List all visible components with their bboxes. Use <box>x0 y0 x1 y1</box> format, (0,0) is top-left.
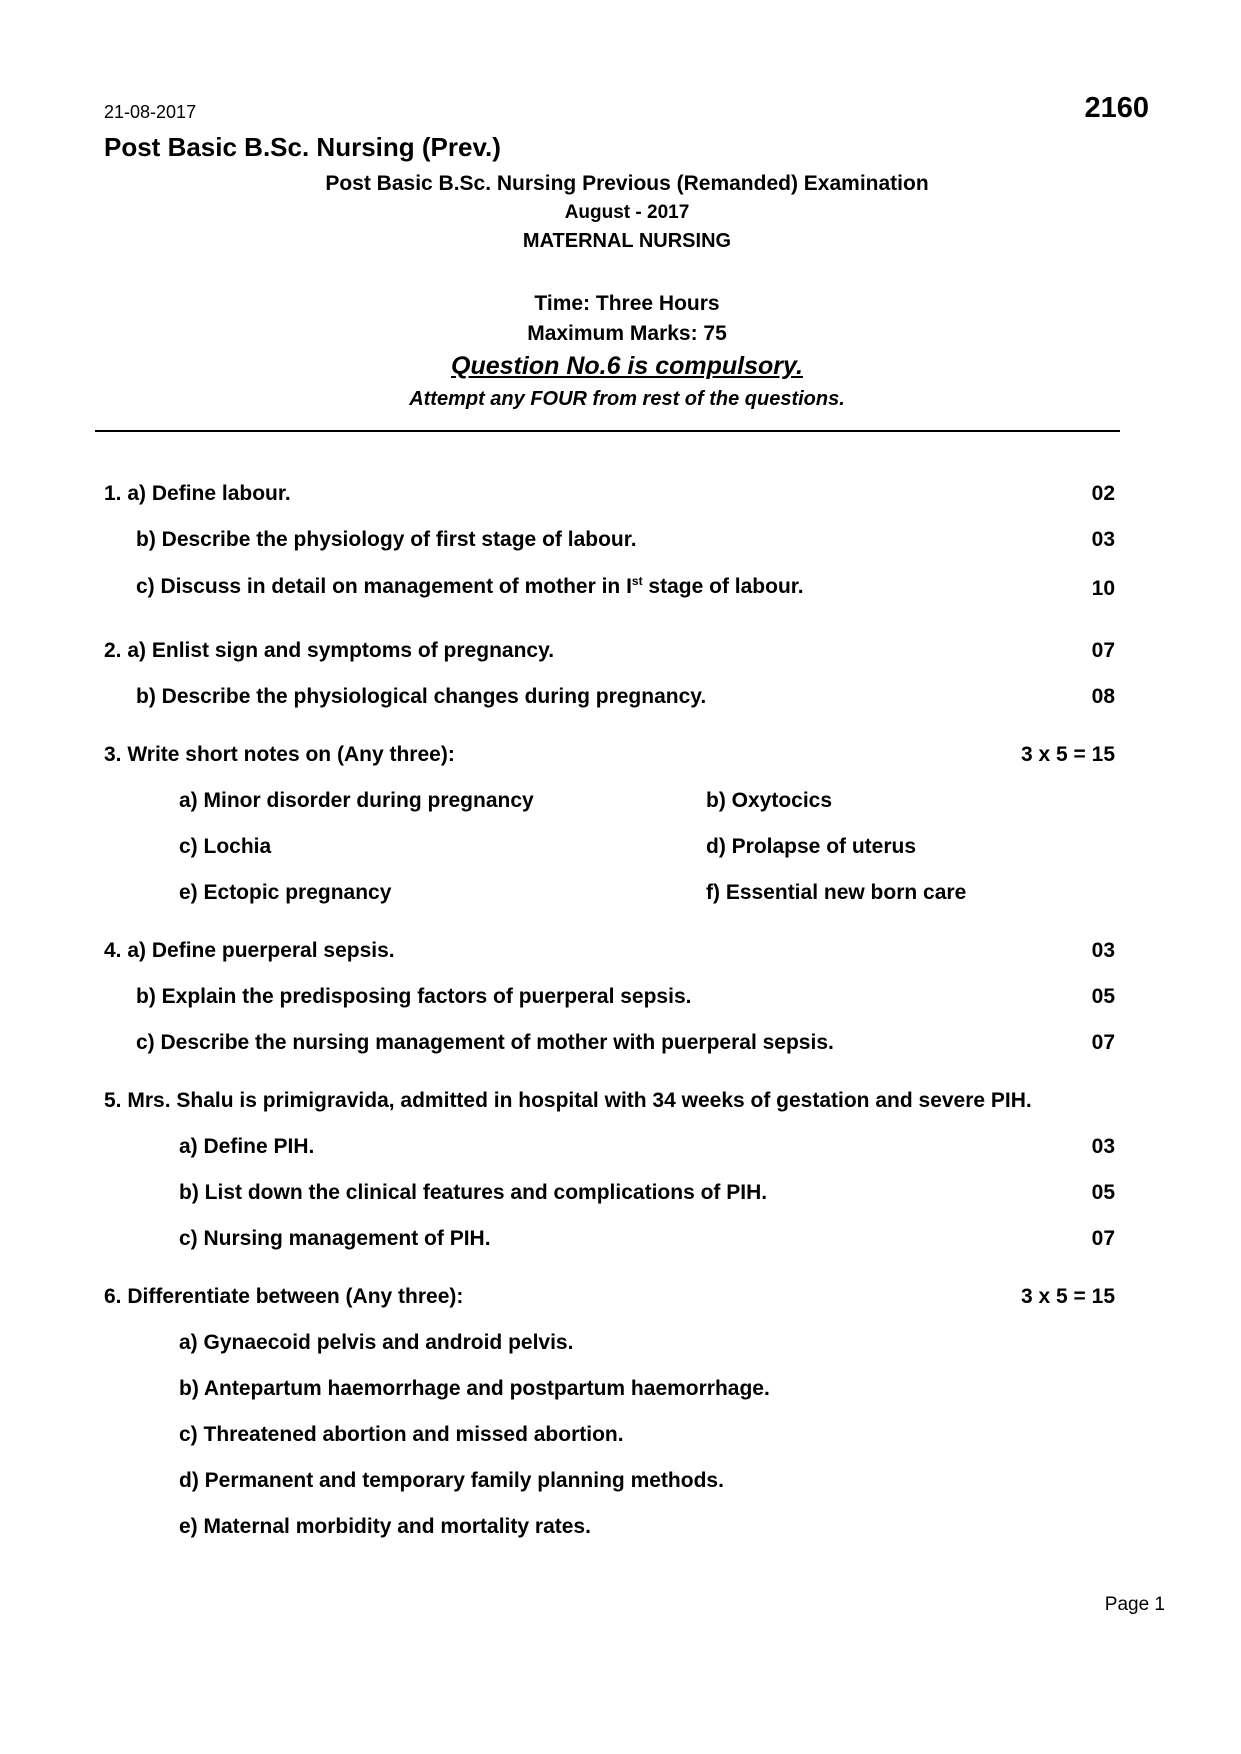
question-5c-marks: 07 <box>1091 1227 1115 1250</box>
page-number: Page 1 <box>1104 1594 1165 1615</box>
question-3c: c) Lochia <box>179 835 272 858</box>
question-3e: e) Ectopic pregnancy <box>179 881 392 904</box>
course-title: Post Basic B.Sc. Nursing (Prev.) <box>104 132 501 162</box>
exam-date: 21-08-2017 <box>104 102 197 122</box>
question-1b-marks: 03 <box>1091 528 1115 551</box>
question-1c-marks: 10 <box>1091 577 1115 600</box>
question-6-marks: 3 x 5 = 15 <box>1021 1285 1115 1308</box>
question-5b-marks: 05 <box>1091 1181 1115 1204</box>
header-divider <box>95 430 1120 432</box>
question-6b: b) Antepartum haemorrhage and postpartum haemorrhage. <box>179 1377 770 1400</box>
question-5a: a) Define PIH. <box>179 1135 315 1158</box>
question-3: 3. Write short notes on (Any three): <box>104 743 455 766</box>
question-5a-marks: 03 <box>1091 1135 1115 1158</box>
question-3-marks: 3 x 5 = 15 <box>1021 743 1115 766</box>
question-6a: a) Gynaecoid pelvis and android pelvis. <box>179 1331 574 1354</box>
subject-title: MATERNAL NURSING <box>522 230 732 252</box>
question-6d: d) Permanent and temporary family planning methods. <box>179 1469 724 1492</box>
question-6e: e) Maternal morbidity and mortality rates. <box>179 1515 591 1538</box>
paper-code: 2160 <box>1084 92 1149 124</box>
question-1c-text: c) Discuss in detail on management of mother in I <box>136 575 632 598</box>
question-4c-marks: 07 <box>1091 1031 1115 1054</box>
question-4a: 4. a) Define puerperal sepsis. <box>104 939 395 962</box>
question-3f: f) Essential new born care <box>706 881 967 904</box>
compulsory-note: Question No.6 is compulsory. <box>451 352 803 380</box>
question-2b-marks: 08 <box>1091 685 1115 708</box>
exam-month: August - 2017 <box>564 202 690 223</box>
question-2a: 2. a) Enlist sign and symptoms of pregnancy. <box>104 639 555 662</box>
question-1c-text-end: stage of labour. <box>642 575 804 598</box>
question-5c: c) Nursing management of PIH. <box>179 1227 491 1250</box>
question-1a-marks: 02 <box>1091 482 1115 505</box>
question-3d: d) Prolapse of uterus <box>706 835 917 858</box>
question-6c: c) Threatened abortion and missed abortion. <box>179 1423 624 1446</box>
question-5: 5. Mrs. Shalu is primigravida, admitted in hospital with 34 weeks of gestation and severe PIH. <box>104 1089 1032 1112</box>
question-6: 6. Differentiate between (Any three): <box>104 1285 464 1308</box>
question-4b-marks: 05 <box>1091 985 1115 1008</box>
question-4c: c) Describe the nursing management of mother with puerperal sepsis. <box>136 1031 834 1054</box>
question-1b: b) Describe the physiology of first stage of labour. <box>136 528 637 551</box>
maximum-marks: Maximum Marks: 75 <box>527 322 727 345</box>
question-2a-marks: 07 <box>1091 639 1115 662</box>
question-2b: b) Describe the physiological changes during pregnancy. <box>136 685 707 708</box>
exam-title: Post Basic B.Sc. Nursing Previous (Remanded) Examination <box>325 172 929 195</box>
question-5b: b) List down the clinical features and complications of PIH. <box>179 1181 768 1204</box>
question-4a-marks: 03 <box>1091 939 1115 962</box>
time-allowed: Time: Three Hours <box>534 292 720 315</box>
question-1c <box>136 574 804 599</box>
question-3a: a) Minor disorder during pregnancy <box>179 789 534 812</box>
attempt-note: Attempt any FOUR from rest of the questions. <box>409 388 845 410</box>
question-4b: b) Explain the predisposing factors of puerperal sepsis. <box>136 985 692 1008</box>
question-1a: 1. a) Define labour. <box>104 482 291 505</box>
superscript-st: st <box>631 574 643 588</box>
question-3b: b) Oxytocics <box>706 789 833 812</box>
